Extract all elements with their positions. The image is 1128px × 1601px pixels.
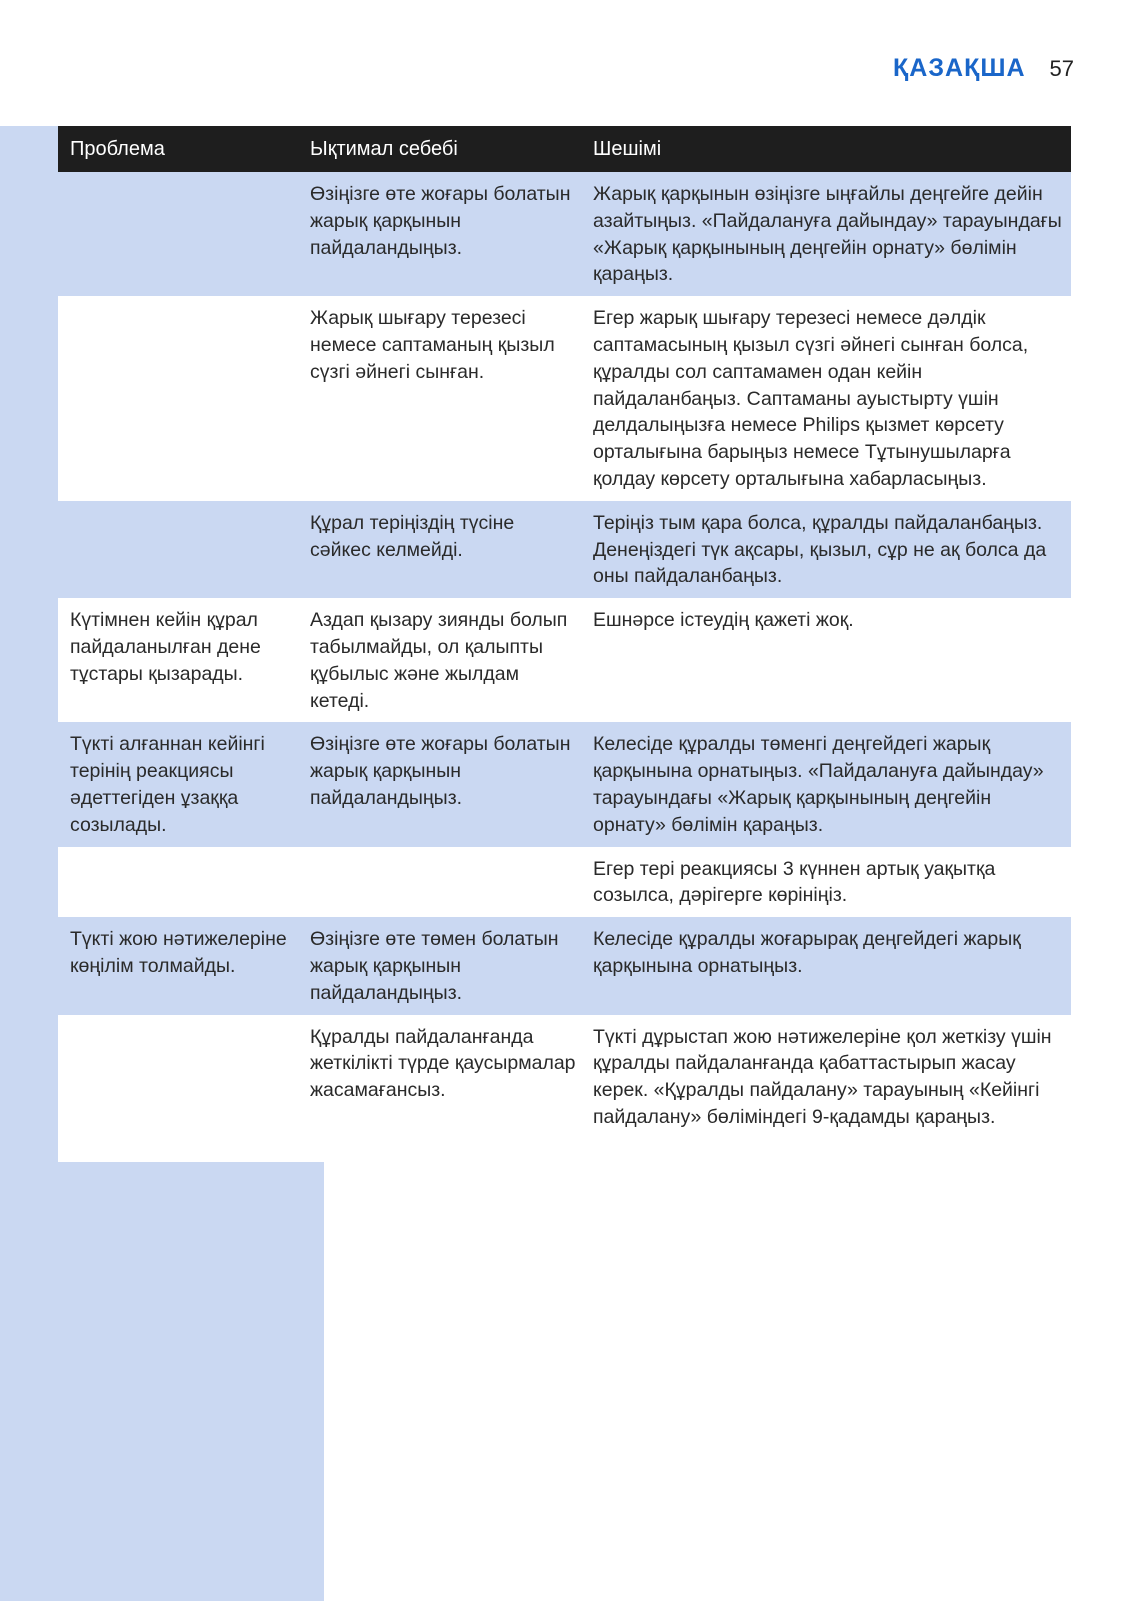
page-number: 57 <box>1049 56 1074 81</box>
table-header-row <box>58 126 1071 172</box>
cause-cell: Құралды пайдаланғанда жеткілікті түрде қаусырмалар жасамағансыз. <box>298 1015 581 1162</box>
table-row <box>58 598 1071 722</box>
problem-cell: Түкті алғаннан кейінгі терінің реакциясы әдеттегіден ұзаққа созылады. <box>58 722 298 846</box>
cause-cell: Жарық шығару терезесі немесе саптаманың қызыл сүзгі әйнегі сынған. <box>298 296 581 501</box>
solution-cell: Келесіде құралды төменгі деңгейдегі жарық қарқынына орнатыңыз. «Пайдалануға дайындау» тарауындағы «Жарық қарқынының деңгейін орнату» бөлімін қараңыз. <box>581 722 1071 846</box>
problem-cell <box>58 501 298 598</box>
cause-cell: Өзіңізге өте жоғары болатын жарық қарқынын пайдаландыңыз. <box>298 722 581 846</box>
solution-cell: Теріңіз тым қара болса, құралды пайдаланбаңыз. Денеңіздегі түк ақсары, қызыл, сұр не ақ болса да оны пайдаланбаңыз. <box>581 501 1071 598</box>
cause-cell <box>298 847 581 918</box>
troubleshooting-table <box>58 126 1071 1162</box>
page-header <box>893 54 1074 94</box>
problem-cell <box>58 847 298 918</box>
column-header-problem: Проблема <box>58 126 298 172</box>
table-row <box>58 172 1071 296</box>
column-header-cause: Ықтимал себебі <box>298 126 581 172</box>
table-row <box>58 1015 1071 1162</box>
cause-cell: Аздап қызару зиянды болып табылмайды, ол қалыпты құбылыс және жылдам кетеді. <box>298 598 581 722</box>
table-row <box>58 296 1071 501</box>
problem-cell <box>58 1015 298 1162</box>
solution-cell: Егер тері реакциясы 3 күннен артық уақытқа созылса, дәрігерге көрініңіз. <box>581 847 1071 918</box>
table-row <box>58 847 1071 918</box>
table-row <box>58 722 1071 846</box>
solution-cell: Жарық қарқынын өзіңізге ыңғайлы деңгейге дейін азайтыңыз. «Пайдалануға дайындау» тарауындағы «Жарық қарқынының деңгейін орнату» бөлімін қараңыз. <box>581 172 1071 296</box>
table-row <box>58 501 1071 598</box>
solution-cell: Келесіде құралды жоғарырақ деңгейдегі жарық қарқынына орнатыңыз. <box>581 917 1071 1014</box>
column-header-solution: Шешімі <box>581 126 1071 172</box>
problem-cell <box>58 172 298 296</box>
cause-cell: Құрал теріңіздің түсіне сәйкес келмейді. <box>298 501 581 598</box>
problem-cell: Күтімнен кейін құрал пайдаланылған дене тұстары қызарады. <box>58 598 298 722</box>
side-decoration-block <box>0 1140 324 1601</box>
cause-cell: Өзіңізге өте жоғары болатын жарық қарқынын пайдаландыңыз. <box>298 172 581 296</box>
problem-cell: Түкті жою нәтижелеріне көңілім толмайды. <box>58 917 298 1014</box>
section-title: ҚАЗАҚША <box>893 54 1026 82</box>
solution-cell: Егер жарық шығару терезесі немесе дәлдік саптамасының қызыл сүзгі әйнегі сынған болса, құралды сол саптамамен одан кейін пайдаланбаңыз. Саптаманы ауыстырту үшін делдалыңызға немесе Philips қызмет көрсету орталығына барыңыз немесе Тұтынушыларға қолдау көрсету орталығына хабарласыңыз. <box>581 296 1071 501</box>
table-row <box>58 917 1071 1014</box>
solution-cell: Ешнәрсе істеудің қажеті жоқ. <box>581 598 1071 722</box>
problem-cell <box>58 296 298 501</box>
cause-cell: Өзіңізге өте төмен болатын жарық қарқынын пайдаландыңыз. <box>298 917 581 1014</box>
solution-cell: Түкті дұрыстап жою нәтижелеріне қол жеткізу үшін құралды пайдаланғанда қабаттастырып жасау керек. «Құралды пайдалану» тарауының «Кейінгі пайдалану» бөліміндегі 9-қадамды қараңыз. <box>581 1015 1071 1162</box>
